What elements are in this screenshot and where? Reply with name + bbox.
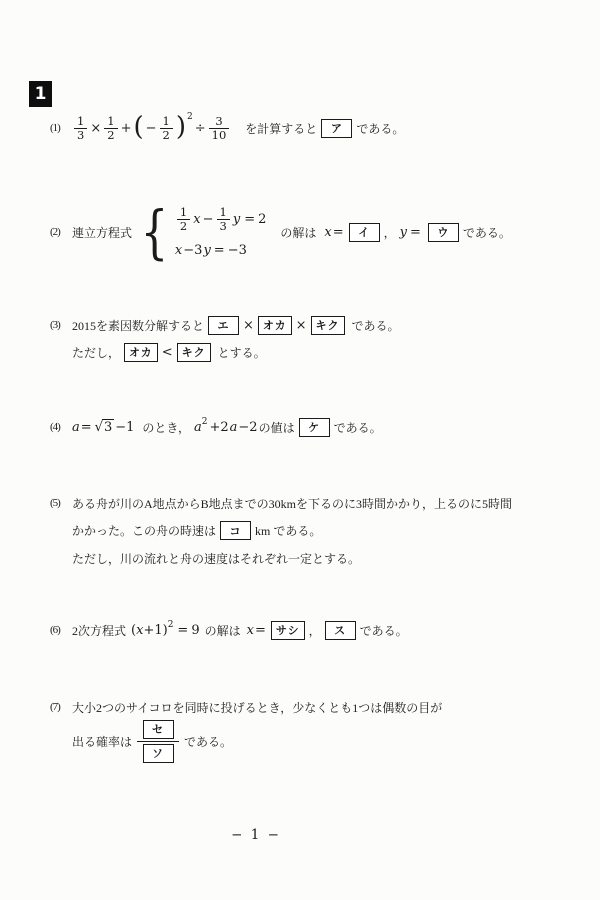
problem-6-number: (6) <box>50 624 60 636</box>
problem-7-line-2 <box>72 720 442 762</box>
problem-1 <box>50 108 404 148</box>
problem-3-condition-pre: ただし， <box>72 345 121 360</box>
denominator: 2 <box>104 128 117 142</box>
problem-6-mid-text: の解は <box>204 623 241 638</box>
problem-2-line <box>50 197 511 267</box>
variable-a: a <box>229 419 238 435</box>
equation-2 <box>175 243 266 258</box>
problem-1-line <box>50 108 404 148</box>
problem-2-dearu: である。 <box>462 225 511 240</box>
left-paren: ( <box>131 622 137 638</box>
right-paren: ) <box>175 111 187 142</box>
answer-box-ko: コ <box>220 521 251 540</box>
problem-3-condition-post: とする。 <box>217 345 266 360</box>
numerator: 1 <box>162 113 170 128</box>
problem-3 <box>50 314 400 364</box>
answer-box-se: セ <box>143 720 174 739</box>
sqrt-sign: √ <box>94 419 103 435</box>
equation-system <box>175 206 266 258</box>
denominator: 2 <box>160 128 173 142</box>
problem-7-number: (7) <box>50 701 60 713</box>
problem-3-number: (3) <box>50 319 60 331</box>
fraction <box>209 115 230 142</box>
fraction <box>74 115 87 142</box>
exponent-2: 2 <box>167 620 174 630</box>
problem-1-text: を計算すると <box>245 121 318 136</box>
problem-2 <box>50 197 511 267</box>
problem-4-line <box>50 414 382 440</box>
exponent-2: 2 <box>201 417 208 427</box>
variable-x: x <box>324 224 332 240</box>
problem-6-text: 2次方程式 <box>72 623 127 638</box>
problem-2-label: 連立方程式 <box>72 225 133 240</box>
problem-6 <box>50 616 408 644</box>
rhs-value: 9 <box>191 622 200 638</box>
variable-a: a <box>72 419 80 435</box>
fraction <box>104 115 117 142</box>
problem-4-text: のとき， <box>142 420 190 435</box>
problem-5-condition: ただし，川の流れと舟の速度はそれぞれ一定とする。 <box>72 551 361 566</box>
variable-x: x <box>193 212 201 227</box>
problem-5-line-2 <box>72 518 512 543</box>
left-paren: ( <box>133 111 144 142</box>
less-than-sign: < <box>161 344 173 360</box>
section-1-box <box>29 81 52 107</box>
denominator: 2 <box>177 219 190 233</box>
variable-y: y <box>232 212 241 227</box>
divide-sign: ÷ <box>194 120 206 136</box>
numerator: 1 <box>77 113 85 128</box>
problem-4 <box>50 414 382 440</box>
answer-box-su: ス <box>325 621 356 640</box>
equals-sign: = <box>410 224 421 240</box>
numerator: 1 <box>179 205 188 220</box>
answer-fraction <box>137 720 179 763</box>
problem-1-number: (1) <box>50 122 60 134</box>
variable-x: x <box>246 622 254 638</box>
comma: ， <box>383 225 396 240</box>
problem-3-dearu: である。 <box>351 318 400 333</box>
problem-5-text-2: かかった。この舟の時速は <box>72 524 217 538</box>
problem-2-text: の解は <box>280 225 317 240</box>
answer-box-ke: ケ <box>299 418 330 437</box>
equals-sign: = <box>213 242 225 258</box>
fraction <box>160 115 173 142</box>
problem-7-text-2: 出る確率は <box>72 734 133 749</box>
problem-3-line-2 <box>72 340 400 364</box>
fraction-bar <box>137 741 179 742</box>
problem-4-number: (4) <box>50 421 60 433</box>
answer-box-kiku: キク <box>177 343 211 362</box>
problem-7-line-1 <box>50 696 442 718</box>
plus-1: +1 <box>143 622 163 638</box>
denominator: 3 <box>217 219 230 233</box>
numerator: 1 <box>219 205 227 220</box>
denominator: 10 <box>209 128 230 142</box>
answer-box-so: ソ <box>143 744 174 763</box>
equals-sign: = <box>177 622 189 638</box>
equals-sign: = <box>332 224 344 240</box>
denominator: 3 <box>74 128 87 142</box>
right-paren: ) <box>162 622 168 638</box>
minus-sign: − <box>202 212 214 227</box>
numerator: 1 <box>107 113 115 128</box>
problem-5 <box>50 492 512 569</box>
answer-box-i: イ <box>349 223 380 242</box>
exponent-2: 2 <box>187 112 193 122</box>
problem-5-text-1: ある舟が川のA地点からB地点までの30kmを下るのに3時間かかり，上るのに5時間 <box>72 496 513 511</box>
problem-6-line <box>50 616 408 644</box>
fraction <box>217 206 230 233</box>
answer-box-sashi: サシ <box>271 621 305 640</box>
answer-box-a: ア <box>321 119 352 138</box>
minus-sign: − <box>145 120 157 136</box>
page-number: − 1 − <box>231 827 281 843</box>
problem-7 <box>50 696 442 762</box>
variable-y: y <box>399 224 408 240</box>
variable-x: x <box>174 242 183 258</box>
problem-5-line-3 <box>72 547 512 569</box>
system-brace: { <box>140 198 169 266</box>
comma: ， <box>308 623 321 638</box>
answer-box-oka: オカ <box>124 343 158 362</box>
variable-y: y <box>203 242 211 258</box>
problem-4-value-text: の値は <box>258 420 295 435</box>
problem-5-line-1 <box>50 492 512 514</box>
problem-4-dearu: である。 <box>333 420 382 435</box>
fraction <box>177 206 190 233</box>
answer-box-kiku: キク <box>311 316 345 335</box>
problem-6-dearu: である。 <box>359 623 408 638</box>
problem-5-text-3: km である。 <box>255 524 322 538</box>
minus-2: −2 <box>238 419 258 435</box>
equals-sign: = <box>254 622 266 638</box>
problem-1-dearu: である。 <box>356 121 405 136</box>
minus-one: −1 <box>115 419 135 435</box>
answer-box-u: ウ <box>428 223 459 242</box>
times-sign: × <box>90 120 102 136</box>
plus-2: +2 <box>209 419 229 435</box>
problem-3-line-1 <box>50 314 400 336</box>
times-sign: × <box>243 317 254 333</box>
variable-a: a <box>193 419 202 435</box>
problem-7-text-1: 大小2つのサイコロを同時に投げるとき，少なくとも1つは偶数の目が <box>72 700 443 715</box>
equals-sign: = <box>80 419 92 435</box>
equals-sign: = <box>244 212 256 227</box>
answer-box-e: エ <box>208 316 239 335</box>
radicand: 3 <box>103 420 113 435</box>
variable-x: x <box>136 622 144 638</box>
problem-2-number: (2) <box>50 226 60 238</box>
rhs-value: 2 <box>258 212 267 227</box>
section-1-label: 1 <box>34 84 47 104</box>
numerator: 3 <box>215 113 223 128</box>
coefficient: −3 <box>183 242 203 258</box>
problem-3-text: 2015を素因数分解すると <box>72 318 205 333</box>
equation-1 <box>175 206 266 233</box>
answer-box-oka: オカ <box>258 316 292 335</box>
times-sign: × <box>295 317 307 333</box>
problem-7-dearu: である。 <box>184 734 233 749</box>
problem-5-number: (5) <box>50 497 60 509</box>
rhs-value: −3 <box>227 242 247 258</box>
plus-sign: + <box>120 120 132 136</box>
